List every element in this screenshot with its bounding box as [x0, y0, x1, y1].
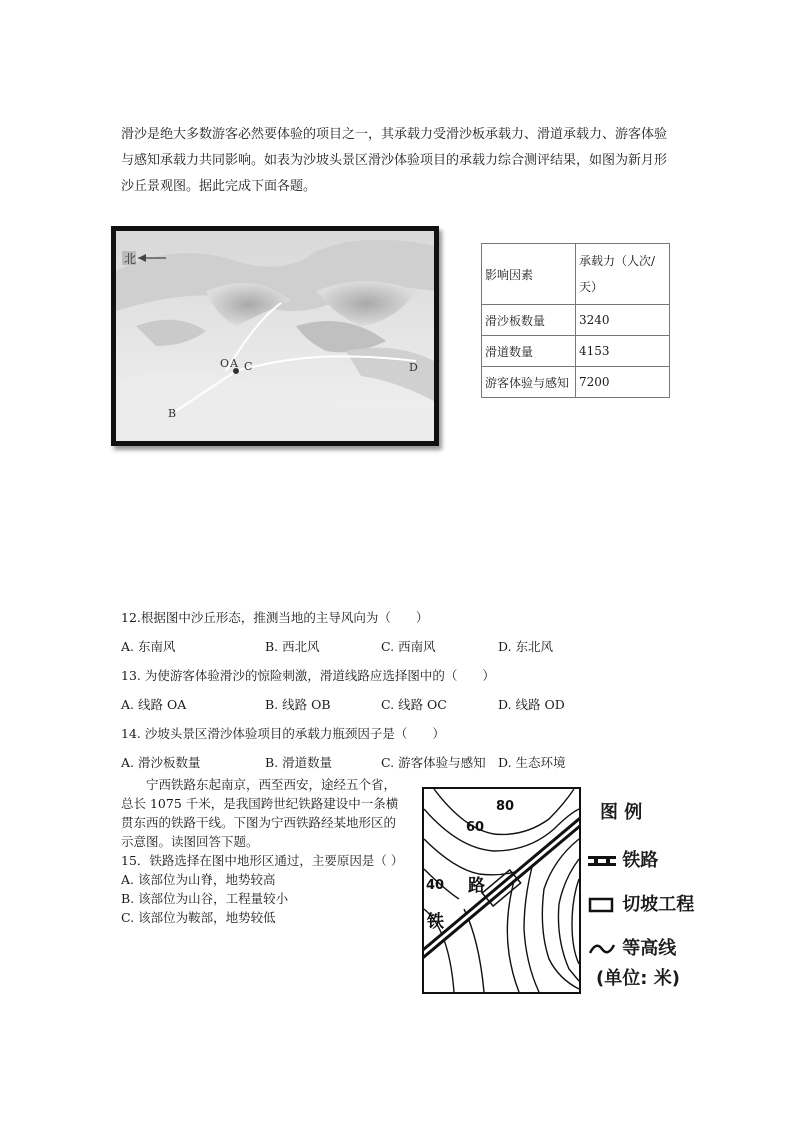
- railway-line-3: 贯东西的铁路干线。下图为宁西铁路经某地形区的: [121, 815, 397, 830]
- table-row: [482, 305, 670, 336]
- contour-label-60: 60: [466, 820, 485, 835]
- intro-paragraph: [121, 122, 681, 200]
- contour-label-80: 80: [496, 799, 515, 814]
- question-15-option-a[interactable]: A. 该部位为山脊，地势较高: [121, 872, 276, 887]
- legend-railway-label: 铁路: [622, 850, 659, 871]
- intro-line-1: 滑沙是绝大多数游客必然要体验的项目之一，其承载力受滑沙板承载力、滑道承载力、游客体验: [121, 127, 668, 142]
- question-15-option-c[interactable]: C. 该部位为鞍部，地势较低: [121, 910, 276, 925]
- legend-contour-label: 等高线: [622, 938, 677, 959]
- question-14-option-b[interactable]: B. 滑道数量: [265, 755, 333, 770]
- question-13-option-b[interactable]: B. 线路 OB: [265, 697, 331, 712]
- legend-title: 图 例: [600, 802, 643, 823]
- intro-line-3: 沙丘景观图。据此完成下面各题。: [121, 179, 317, 194]
- north-label: 北: [124, 252, 137, 266]
- question-14-option-d[interactable]: D. 生态环境: [498, 755, 566, 770]
- railway-symbol-icon: [588, 854, 616, 868]
- question-12-option-b[interactable]: B. 西北风: [265, 639, 320, 654]
- legend-cut-label: 切坡工程: [622, 894, 695, 915]
- point-c-label: C: [244, 360, 253, 373]
- legend-contour: [588, 934, 676, 960]
- row-factor: 游客体验与感知: [482, 367, 576, 398]
- row-factor: 滑沙板数量: [482, 305, 576, 336]
- point-b-label: B: [168, 407, 177, 420]
- contour-map: [422, 787, 581, 994]
- question-14-option-c[interactable]: C. 游客体验与感知: [381, 755, 486, 770]
- intro-line-2: 与感知承载力共同影响。如表为沙坡头景区滑沙体验项目的承载力综合测评结果，如图为新月形: [121, 153, 668, 168]
- legend-railway: [588, 846, 658, 872]
- point-a-label: A: [230, 357, 238, 370]
- question-15-stem: 15．铁路选择在图中地形区通过，主要原因是（ ）: [121, 853, 404, 868]
- question-12-stem: 12.根据图中沙丘形态，推测当地的主导风向为（ ）: [121, 610, 429, 625]
- railway-char-1: 路: [468, 876, 485, 896]
- row-value: 3240: [576, 305, 670, 336]
- row-value: 7200: [576, 367, 670, 398]
- dune-photo-drawing: [116, 231, 434, 441]
- railway-line-4: 示意图。读图回答下题。: [121, 834, 259, 849]
- railway-line-2: 总长 1075 千米，是我国跨世纪铁路建设中一条横: [121, 796, 399, 811]
- legend-unit: (单位: 米): [596, 968, 680, 989]
- question-12-option-c[interactable]: C. 西南风: [381, 639, 436, 654]
- question-13-option-c[interactable]: C. 线路 OC: [381, 697, 447, 712]
- table-row: [482, 367, 670, 398]
- contour-label-40: 40: [426, 878, 445, 893]
- header-capacity: [576, 244, 670, 305]
- dune-photo: [111, 226, 439, 446]
- question-14-option-a[interactable]: A. 滑沙板数量: [121, 755, 201, 770]
- railway-paragraph: [121, 775, 411, 927]
- header-factor: 影响因素: [482, 244, 576, 305]
- question-12-option-a[interactable]: A. 东南风: [121, 639, 176, 654]
- table-header-row: [482, 244, 670, 305]
- header-capacity-line-2: 天）: [579, 280, 604, 294]
- row-factor: 滑道数量: [482, 336, 576, 367]
- question-13-option-a[interactable]: A. 线路 OA: [121, 697, 187, 712]
- point-d-label: D: [409, 361, 418, 374]
- point-o-label: O: [220, 357, 230, 370]
- railway-line-1: 宁西铁路东起南京，西至西安，途经五个省，: [121, 777, 397, 792]
- capacity-table: [481, 243, 670, 398]
- header-capacity-line-1: 承载力（人次/: [579, 254, 656, 268]
- railway-char-2: 铁: [427, 912, 444, 932]
- cut-slope-symbol-icon: [588, 897, 616, 913]
- legend-cut: [588, 890, 694, 916]
- question-15-option-b[interactable]: B. 该部位为山谷，工程量较小: [121, 891, 289, 906]
- contour-symbol-icon: [588, 941, 616, 957]
- question-14-stem: 14. 沙坡头景区滑沙体验项目的承载力瓶颈因子是（ ）: [121, 726, 445, 741]
- contour-map-drawing: [424, 789, 579, 992]
- question-12-option-d[interactable]: D. 东北风: [498, 639, 554, 654]
- question-13-option-d[interactable]: D. 线路 OD: [498, 697, 565, 712]
- row-value: 4153: [576, 336, 670, 367]
- question-13-stem: 13. 为使游客体验滑沙的惊险刺激，滑道线路应选择图中的（ ）: [121, 668, 495, 683]
- table-row: [482, 336, 670, 367]
